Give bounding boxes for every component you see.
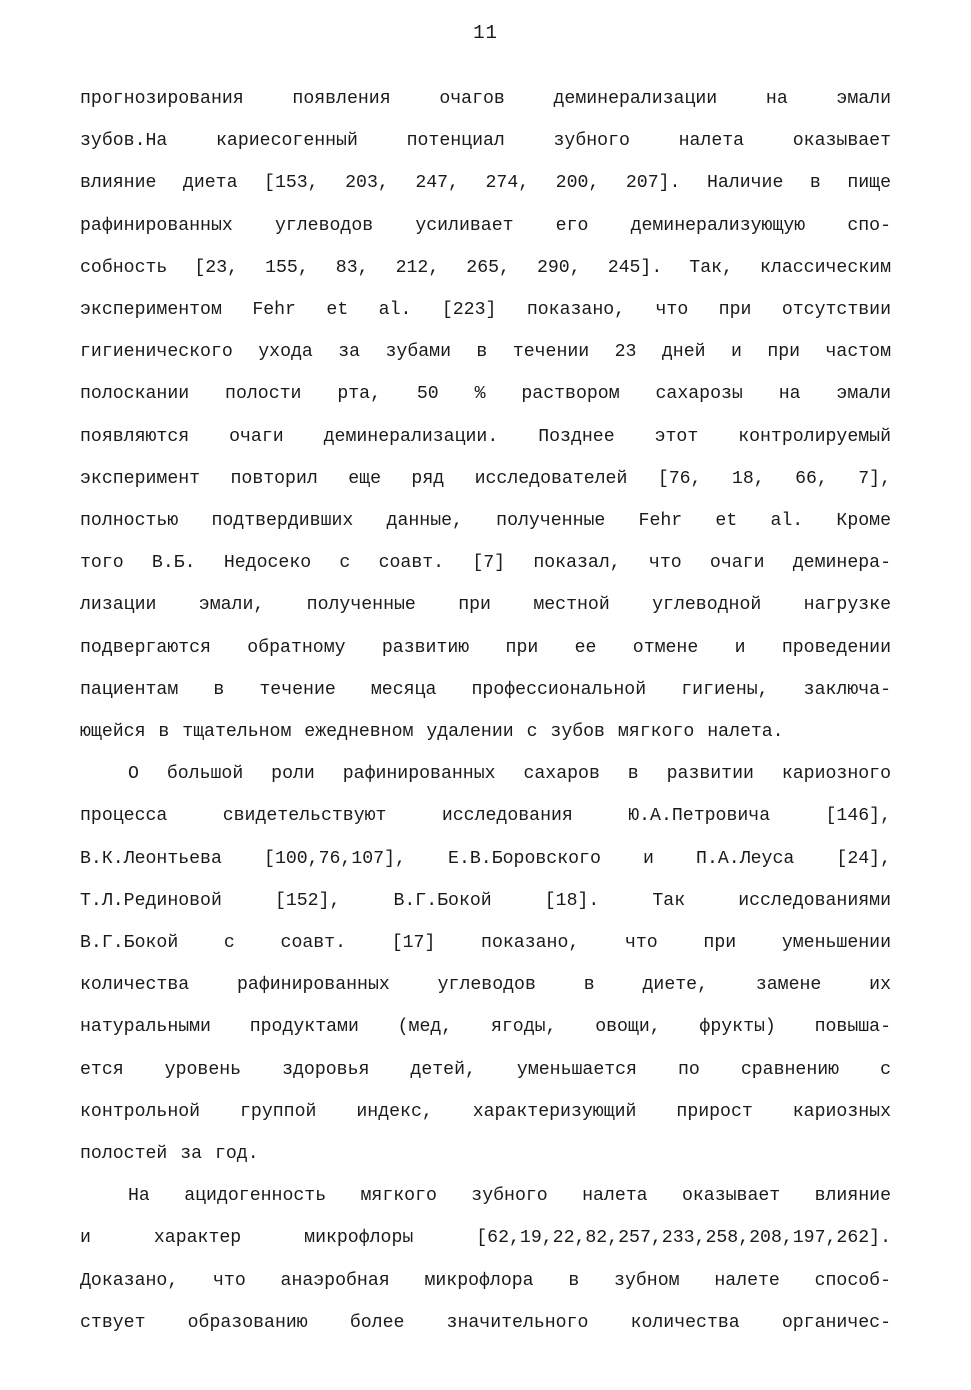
text-line: ется уровень здоровья детей, уменьшается по сравнению с — [80, 1059, 891, 1080]
text-line: количества рафинированных углеводов в диете, замене их — [80, 975, 891, 996]
text-line: натуральными продуктами (мед, ягоды, овощи, фрукты) повыша- — [80, 1017, 891, 1038]
text-line: рафинированных углеводов усиливает его деминерализующую спо- — [80, 215, 891, 236]
text-line: гигиенического ухода за зубами в течении 23 дней и при частом — [80, 342, 891, 363]
text-line: контрольной группой индекс, характеризующий прирост кариозных — [80, 1101, 891, 1122]
page-number: 11 — [473, 22, 498, 44]
text-line: собность [23, 155, 83, 212, 265, 290, 245]. Так, классическим — [80, 257, 891, 278]
text-line: зубов.На кариесогенный потенциал зубного налета оказывает — [80, 131, 891, 152]
text-line: пациентам в течение месяца профессиональной гигиены, заключа- — [80, 679, 891, 700]
text-line: В.К.Леонтьева [100,76,107], Е.В.Боровского и П.А.Леуса [24], — [80, 848, 891, 869]
text-line: ствует образованию более значительного количества органичес- — [80, 1312, 891, 1333]
text-line: Доказано, что анаэробная микрофлора в зубном налете способ- — [80, 1270, 891, 1291]
text-line: О большой роли рафинированных сахаров в развитии кариозного — [128, 764, 891, 785]
text-line: лизации эмали, полученные при местной углеводной нагрузке — [80, 595, 891, 616]
text-line: и характер микрофлоры [62,19,22,82,257,233,258,208,197,262]. — [80, 1228, 891, 1249]
text-line: процесса свидетельствуют исследования Ю.А.Петровича [146], — [80, 806, 891, 827]
text-line: подвергаются обратному развитию при ее отмене и проведении — [80, 637, 891, 658]
text-line: Т.Л.Рединовой [152], В.Г.Бокой [18]. Так исследованиями — [80, 890, 891, 911]
text-line: того В.Б. Недосеко с соавт. [7] показал, что очаги деминера- — [80, 553, 891, 574]
text-line: появляются очаги деминерализации. Позднее этот контролируемый — [80, 426, 891, 447]
text-line: экспериментом Fehr et al. [223] показано, что при отсутствии — [80, 300, 891, 320]
text-line: прогнозирования появления очагов деминерализации на эмали — [80, 89, 891, 109]
text-line: полностью подтвердивших данные, полученные Fehr et al. Кроме — [80, 511, 891, 531]
text-line: эксперимент повторил еще ряд исследователей [76, 18, 66, 7], — [80, 468, 891, 489]
text-line: влияние диета [153, 203, 247, 274, 200, 207]. Наличие в пище — [80, 173, 891, 194]
text-line: ющейся в тщательном ежедневном удалении с зубов мягкого налета. — [80, 722, 784, 742]
text-line: На ацидогенность мягкого зубного налета оказывает влияние — [128, 1186, 891, 1207]
text-line: полостей за год. — [80, 1144, 259, 1164]
text-line: В.Г.Бокой с соавт. [17] показано, что при уменьшении — [80, 933, 891, 953]
text-line: полоскании полости рта, 50 % раствором сахарозы на эмали — [80, 384, 891, 405]
